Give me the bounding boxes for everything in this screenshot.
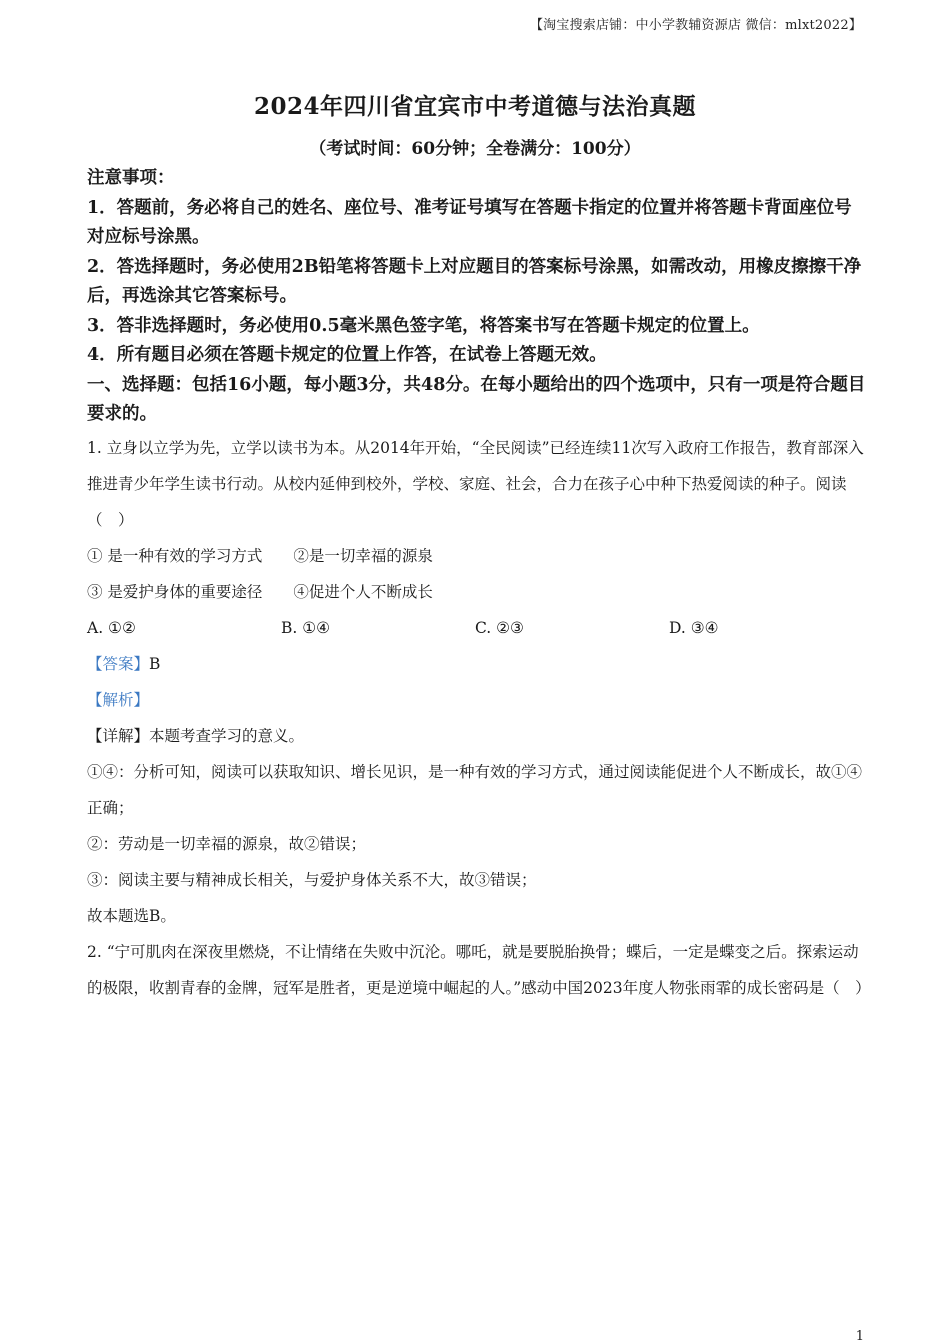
- notice-item: 1．答题前，务必将自己的姓名、座位号、准考证号填写在答题卡指定的位置并将答题卡背面座位号对应标号涂黑。: [87, 197, 852, 247]
- notice-item: 3．答非选择题时，务必使用0.5毫米黑色签字笔，将答案书写在答题卡规定的位置上。: [87, 315, 760, 336]
- detail-line: ②：劳动是一切幸福的源泉，故②错误；: [87, 834, 367, 853]
- answer-value: B: [149, 654, 161, 673]
- detail-line: 故本题选B。: [87, 906, 176, 925]
- page-title: 2024年四川省宜宾市中考道德与法治真题: [253, 93, 696, 120]
- question-stem: 1. 立身以立学为先，立学以读书为本。从2014年开始，“全民阅读”已经连续11次写入政府工作报告，教育部深入推进青少年学生读书行动。从校内延伸到校外，学校、家庭、社会，合力在孩子心中种下热爱阅读的种子。阅读（ ）: [87, 438, 864, 529]
- detail-line: ③：阅读主要与精神成长相关，与爱护身体关系不大，故③错误；: [87, 870, 537, 889]
- notice-item: 2．答选择题时，务必使用2B铅笔将答题卡上对应题目的答案标号涂黑，如需改动，用橡皮擦擦干净后，再选涂其它答案标号。: [87, 256, 862, 306]
- content: [87, 164, 871, 1006]
- notice-block: [87, 164, 867, 430]
- options-row: [87, 610, 867, 646]
- notice-item: 4．所有题目必须在答题卡规定的位置上作答，在试卷上答题无效。: [87, 345, 607, 365]
- option-b: B. ①④: [281, 618, 331, 637]
- notice-heading: 注意事项：: [87, 168, 175, 188]
- option-d: D. ③④: [669, 618, 719, 637]
- question-2: [87, 934, 871, 1006]
- detail-line: ①④：分析可知，阅读可以获取知识、增长见识，是一种有效的学习方式，通过阅读能促进个人不断成长，故①④正确；: [87, 762, 863, 817]
- page-subtitle: （考试时间：60分钟；全卷满分：100分）: [309, 139, 641, 159]
- question-stem: 2. “宁可肌肉在深夜里燃烧，不让情绪在失败中沉沦。哪吒，就是要脱胎换骨；蝶后，一定是蝶变之后。探索运动的极限，收割青春的金牌，冠军是胜者，更是逆境中崛起的人。”感动中国2023年度人物张雨霏的成长密码是（ ）: [87, 942, 871, 997]
- statement-line: ③ 是爱护身体的重要途径 ④促进个人不断成长: [87, 582, 433, 601]
- section-heading: 一、选择题：包括16小题，每小题3分，共48分。在每小题给出的四个选项中，只有一项是符合题目要求的。: [87, 374, 866, 424]
- option-c: C. ②③: [475, 618, 524, 637]
- question-1: [87, 430, 867, 934]
- page-number: 1: [855, 1329, 864, 1344]
- analysis-label: 【解析】: [87, 690, 150, 709]
- answer-label: 【答案】: [87, 654, 150, 673]
- header-note: 【淘宝搜索店铺：中小学教辅资源店 微信：mlxt2022】: [529, 18, 862, 33]
- statement-line: ① 是一种有效的学习方式 ②是一切幸福的源泉: [87, 546, 433, 565]
- option-a: A. ①②: [87, 618, 136, 637]
- answer-line: [87, 646, 867, 682]
- detail-line: 【详解】本题考查学习的意义。: [87, 726, 305, 745]
